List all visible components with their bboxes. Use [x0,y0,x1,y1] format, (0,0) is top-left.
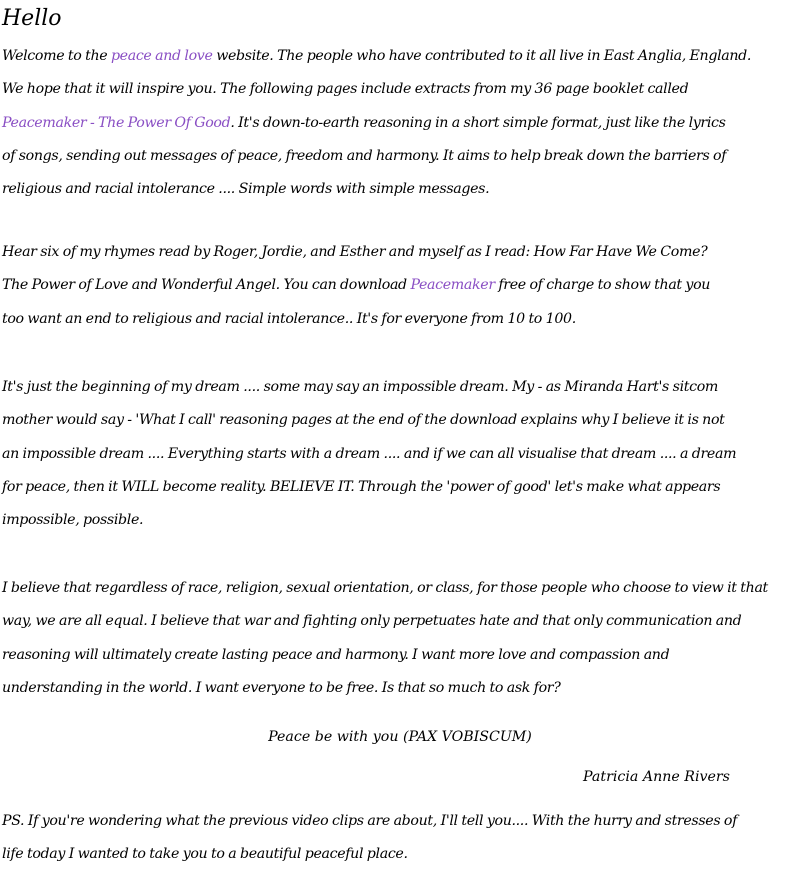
text-line [2,107,798,140]
text-line: for peace, then it WILL become reality. BELIEVE IT. Through the 'power of good' let's make what appears [2,478,721,495]
blessing-line: Peace be with you (PAX VOBISCUM) [268,729,532,745]
text-line: of songs, sending out messages of peace, freedom and harmony. It aims to help break down the barriers of [2,147,727,164]
text-line: We hope that it will inspire you. The following pages include extracts from my 36 page booklet called [2,81,689,98]
text-line: an impossible dream .... Everything starts with a dream .... and if we can all visualise that dream .... a dream [2,445,737,462]
peacemaker-download-link[interactable]: Peacemaker [410,277,495,294]
text-span: Welcome to the [2,48,111,64]
text-line: Hear six of my rhymes read by Roger, Jordie, and Esther and myself as I read: How Far Have We Come? [2,244,708,260]
text-line: way, we are all equal. I believe that war and fighting only perpetuates hate and that only communication and [2,613,742,630]
greeting-heading: Hello [2,6,62,31]
dream-paragraph [2,371,798,537]
text-line [2,269,798,302]
believe-paragraph [2,572,798,705]
text-span: The Power of Love and Wonderful Angel. You can download [2,277,411,294]
text-line: religious and racial intolerance .... Simple words with simple messages. [2,181,490,198]
text-span: . It's down-to-earth reasoning in a short simple format, just like the lyrics [230,114,726,131]
text-line: reasoning will ultimately create lasting peace and harmony. I want more love and compassion and [2,646,670,663]
text-line: mother would say - 'What I call' reasoning pages at the end of the download explains why I believe it is not [2,412,725,429]
text-line [2,40,798,73]
peace-and-love-link[interactable]: peace and love [110,48,213,64]
text-line: life today I wanted to take you to a beautiful peaceful place. [2,846,408,863]
rhymes-paragraph [2,236,798,336]
text-line: I believe that regardless of race, religion, sexual orientation, or class, for those people who choose to view it that [2,580,768,596]
text-line: impossible, possible. [2,512,144,529]
intro-paragraph [2,40,798,206]
text-line: PS. If you're wondering what the previous video clips are about, I'll tell you.... With the hurry and stresses of [2,813,737,829]
text-line: understanding in the world. I want everyone to be free. Is that so much to ask for? [2,679,561,696]
text-span: free of charge to show that you [494,277,711,294]
text-span: website. The people who have contributed to it all live in East Anglia, England. [212,48,752,64]
signature: Patricia Anne Rivers [583,769,730,785]
text-line: It's just the beginning of my dream .... some may say an impossible dream. My - as Miranda Hart's sitcom [2,379,719,395]
peacemaker-booklet-link[interactable]: Peacemaker - The Power Of Good [2,114,231,131]
ps-paragraph [2,805,798,872]
text-line: too want an end to religious and racial intolerance.. It's for everyone from 10 to 100. [2,310,576,327]
